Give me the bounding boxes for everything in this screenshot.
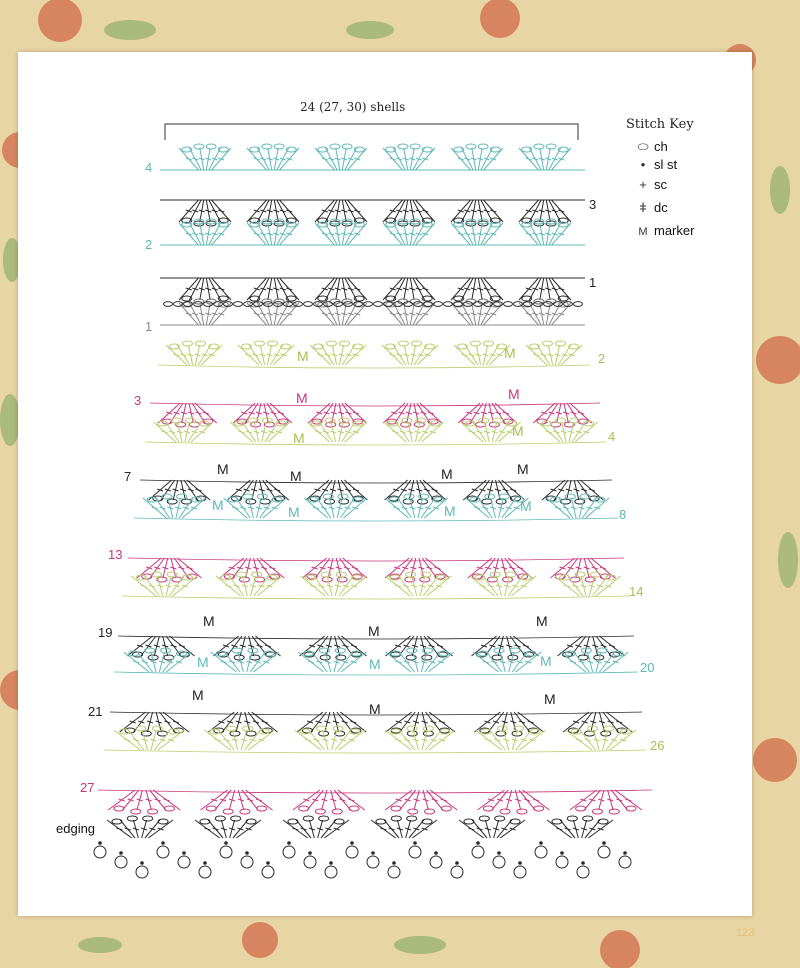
picot-loop (157, 846, 169, 858)
chain-stitch (364, 302, 373, 307)
marker: M (368, 623, 380, 639)
marker: M (520, 498, 532, 514)
slip-stitch-dot (623, 851, 627, 855)
marker: M (504, 345, 516, 361)
marker: M (444, 503, 456, 519)
shell (216, 572, 282, 596)
shell (230, 418, 290, 442)
marker: M (536, 613, 548, 629)
row-label-20: 20 (640, 660, 655, 675)
shells-bracket (165, 124, 578, 140)
shell (220, 558, 284, 582)
shell (474, 712, 543, 736)
shell (526, 341, 582, 365)
shell (247, 299, 299, 325)
slip-stitch-dot (539, 841, 543, 845)
picot-loop (325, 866, 337, 878)
picot-loop (94, 846, 106, 858)
row-label-26: 26 (650, 738, 665, 753)
shell (547, 816, 613, 838)
slip-stitch-dot (602, 841, 606, 845)
shell (233, 403, 292, 427)
slip-stitch-dot (497, 851, 501, 855)
marker: M (288, 504, 300, 520)
shell (179, 144, 231, 170)
shell (519, 299, 571, 325)
picot-loop (199, 866, 211, 878)
shell (386, 712, 455, 736)
chain-stitch (304, 302, 313, 307)
key-row-slst (632, 157, 677, 172)
shell (310, 341, 366, 365)
row-label-8: 8 (619, 507, 627, 522)
picot-loop (577, 866, 589, 878)
row-label-4: 4 (608, 429, 616, 444)
shell (108, 790, 180, 814)
stitch-key-title: Stitch Key (626, 117, 694, 132)
chain-stitch (514, 302, 523, 307)
row-label-top-4: 4 (145, 160, 153, 175)
row-label-13: 13 (108, 547, 123, 562)
shell (459, 816, 525, 838)
slip-stitch-dot (161, 841, 165, 845)
single-crochet-icon: + (639, 177, 647, 192)
shell (224, 494, 287, 518)
slip-stitch-icon: • (640, 157, 646, 172)
shell (283, 816, 349, 838)
shell (451, 299, 503, 325)
row-baseline (122, 596, 630, 599)
chain-stitch (574, 302, 583, 307)
marker: M (517, 461, 529, 477)
shell (204, 726, 274, 750)
shell (383, 278, 435, 304)
shell (385, 572, 451, 596)
shell (385, 480, 446, 504)
shell (301, 572, 367, 596)
marker: M (192, 687, 204, 703)
shell (470, 572, 536, 596)
slip-stitch-dot (455, 861, 459, 865)
shell (293, 790, 365, 814)
shell (385, 726, 455, 750)
slip-stitch-dot (434, 851, 438, 855)
shell (297, 712, 366, 736)
chain-stitch (434, 302, 443, 307)
picot-loop (367, 856, 379, 868)
shell (307, 418, 367, 442)
shell (519, 278, 571, 304)
shell (560, 648, 628, 672)
shell (477, 790, 549, 814)
picot-loop (619, 856, 631, 868)
slip-stitch-dot (371, 851, 375, 855)
marker: M (217, 461, 229, 477)
slip-stitch-dot (350, 841, 354, 845)
row-baseline (158, 365, 590, 368)
chain-stitch (504, 302, 513, 307)
shell (463, 480, 524, 504)
row-label-14: 14 (629, 584, 644, 599)
row-label-top-1-right: 1 (589, 275, 597, 290)
shell (295, 726, 365, 750)
marker: M (197, 654, 209, 670)
shell (385, 494, 448, 518)
shells-count-label: 24 (27, 30) shells (300, 100, 406, 114)
row-label-7: 7 (124, 469, 132, 484)
shell (566, 726, 636, 750)
row-label-27: 27 (80, 780, 95, 795)
row-baseline (134, 518, 618, 521)
shell (179, 299, 231, 325)
shell (315, 299, 367, 325)
shell (454, 341, 510, 365)
picot-loop (451, 866, 463, 878)
marker: M (508, 386, 520, 402)
shell (475, 726, 545, 750)
shell (451, 144, 503, 170)
picot-loop (409, 846, 421, 858)
marker: M (290, 468, 302, 484)
shell (315, 144, 367, 170)
slip-stitch-dot (140, 861, 144, 865)
row-label-21: 21 (88, 704, 103, 719)
picot-loop (472, 846, 484, 858)
shell (385, 790, 457, 814)
marker: M (512, 423, 524, 439)
shell (304, 494, 367, 518)
marker-icon: M (638, 226, 648, 238)
row-baseline (98, 790, 652, 793)
chain-stitch (164, 302, 173, 307)
shell (383, 299, 435, 325)
key-row-marker (632, 223, 694, 238)
slip-stitch-dot (560, 851, 564, 855)
key-label-sc: sc (654, 177, 667, 192)
row-baseline (104, 750, 646, 753)
shell (519, 144, 571, 170)
shell (570, 790, 642, 814)
key-row-sc (632, 177, 667, 192)
shell (383, 144, 435, 170)
shell (384, 418, 444, 442)
marker: M (296, 390, 308, 406)
shell (166, 341, 222, 365)
shell (382, 341, 438, 365)
key-label-marker: marker (654, 223, 695, 238)
slip-stitch-dot (98, 841, 102, 845)
chain-stitch (234, 302, 243, 307)
marker: M (540, 653, 552, 669)
chain-stitch (444, 302, 453, 307)
marker: M (441, 466, 453, 482)
shell (308, 403, 367, 427)
slip-stitch-dot (518, 861, 522, 865)
picot-loop (304, 856, 316, 868)
shell (371, 816, 437, 838)
picot-loop (556, 856, 568, 868)
slip-stitch-dot (224, 841, 228, 845)
key-label-ch: ch (654, 139, 668, 154)
marker: M (544, 691, 556, 707)
marker: M (297, 348, 309, 364)
picot-loop (388, 866, 400, 878)
slip-stitch-dot (413, 841, 417, 845)
picot-loop (514, 866, 526, 878)
double-crochet-icon: ǂ (639, 200, 647, 215)
slip-stitch-dot (476, 841, 480, 845)
slip-stitch-dot (308, 851, 312, 855)
row-label-19: 19 (98, 625, 113, 640)
chain-stitch (174, 302, 183, 307)
shell (468, 558, 532, 582)
picot-loop (283, 846, 295, 858)
row-label-3: 3 (134, 393, 142, 408)
row-baseline (145, 442, 606, 445)
key-label-slst: sl st (654, 157, 678, 172)
picot-loop (346, 846, 358, 858)
picot-loop (241, 856, 253, 868)
marker: M (212, 497, 224, 513)
slip-stitch-dot (119, 851, 123, 855)
slip-stitch-dot (266, 861, 270, 865)
key-label-dc: dc (654, 200, 668, 215)
slip-stitch-dot (182, 851, 186, 855)
chain-stitch (374, 302, 383, 307)
shell (451, 278, 503, 304)
shell (315, 278, 367, 304)
shell (107, 816, 173, 838)
picot-loop (178, 856, 190, 868)
shell (195, 816, 261, 838)
slip-stitch-dot (245, 851, 249, 855)
shell (200, 790, 272, 814)
shell (208, 712, 277, 736)
row-label-2: 2 (598, 351, 606, 366)
marker: M (293, 430, 305, 446)
shell (124, 648, 192, 672)
shell (557, 636, 624, 660)
shell (179, 278, 231, 304)
marker: M (203, 613, 215, 629)
marker: M (369, 656, 381, 672)
picot-loop (220, 846, 232, 858)
row-baseline (128, 558, 624, 561)
shell (385, 558, 449, 582)
picot-loop (430, 856, 442, 868)
shell (227, 480, 288, 504)
slip-stitch-dot (392, 861, 396, 865)
row-label-top-3: 3 (589, 197, 597, 212)
slip-stitch-dot (581, 861, 585, 865)
picot-loop (136, 866, 148, 878)
page-number: 123 (736, 927, 755, 939)
row-baseline (114, 672, 638, 675)
picot-loop (493, 856, 505, 868)
shell (302, 558, 366, 582)
picot-loop (115, 856, 127, 868)
shell (247, 144, 299, 170)
shell (306, 480, 367, 504)
shell (238, 341, 294, 365)
row-label-top-2: 2 (145, 237, 153, 252)
row-label-top-1-left: 1 (145, 319, 153, 334)
slip-stitch-dot (287, 841, 291, 845)
picot-loop (535, 846, 547, 858)
shell (383, 403, 442, 427)
picot-loop (262, 866, 274, 878)
slip-stitch-dot (329, 861, 333, 865)
row-baseline (140, 480, 612, 483)
edging-label: edging (56, 821, 96, 836)
shell (563, 712, 632, 736)
marker: M (369, 701, 381, 717)
chain-icon: ⬭ (637, 139, 649, 154)
shell (127, 636, 194, 660)
shell (247, 278, 299, 304)
key-row-ch (632, 139, 668, 155)
picot-loop (598, 846, 610, 858)
slip-stitch-dot (203, 861, 207, 865)
row-baseline (150, 403, 600, 406)
key-row-dc (632, 200, 668, 215)
